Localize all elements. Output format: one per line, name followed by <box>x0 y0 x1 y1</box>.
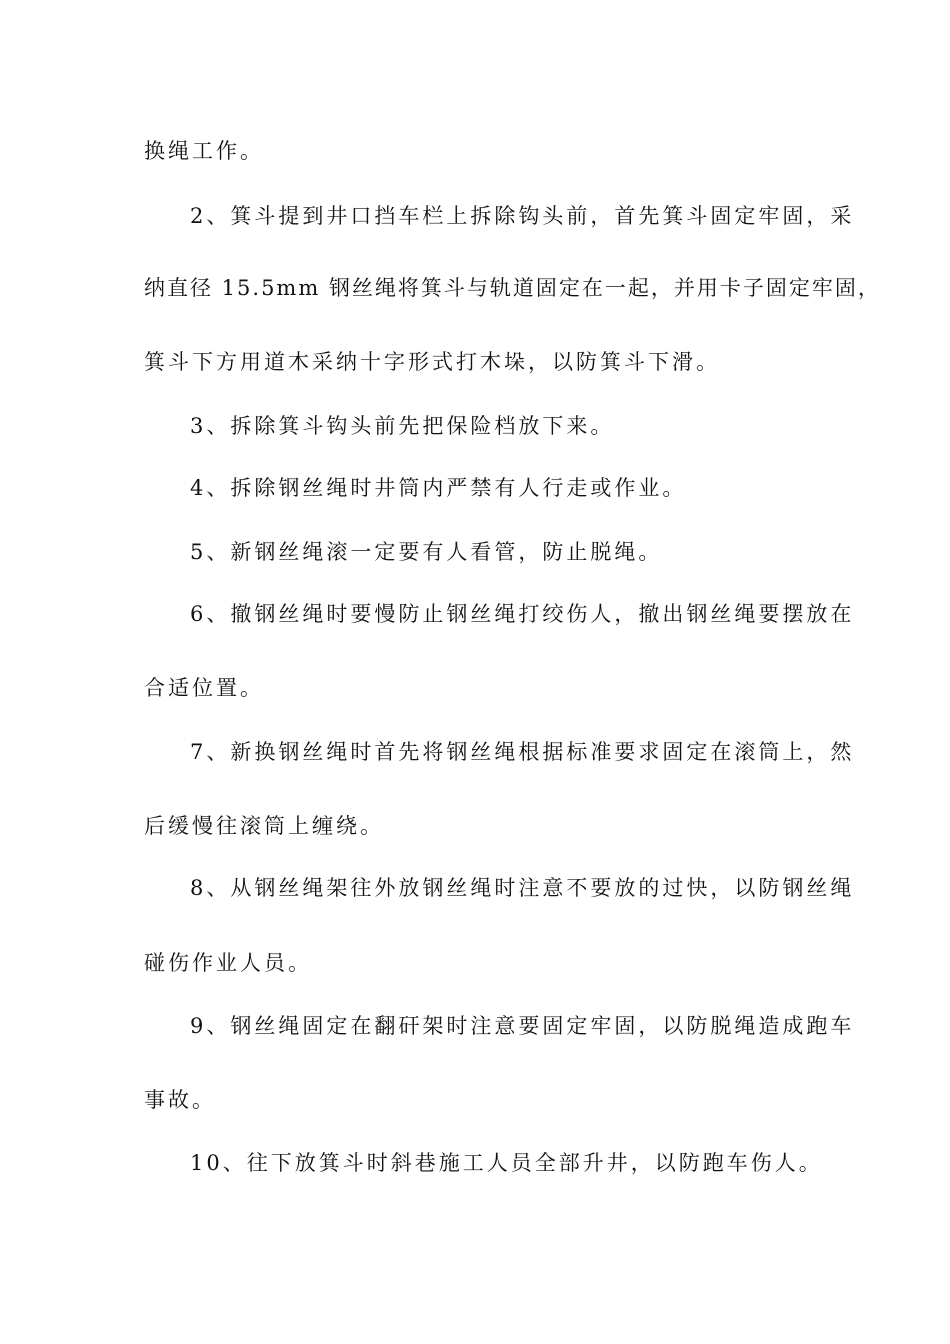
text-line: 9、钢丝绳固定在翻矸架时注意要固定牢固，以防脱绳造成跑车 <box>190 1014 855 1038</box>
text-line: 5、新钢丝绳滚一定要有人看管，防止脱绳。 <box>190 540 663 564</box>
text-line: 后缓慢往滚筒上缠绕。 <box>144 814 384 838</box>
text-line: 事故。 <box>144 1088 216 1112</box>
text-line: 7、新换钢丝绳时首先将钢丝绳根据标准要求固定在滚筒上，然 <box>190 740 855 764</box>
text-line: 碰伤作业人员。 <box>144 951 312 975</box>
text-line: 纳直径 15.5mm 钢丝绳将箕斗与轨道固定在一起，并用卡子固定牢固， <box>144 276 881 300</box>
text-line: 4、拆除钢丝绳时井筒内严禁有人行走或作业。 <box>190 476 687 500</box>
text-line: 3、拆除箕斗钩头前先把保险档放下来。 <box>190 414 615 438</box>
text-line: 2、箕斗提到井口挡车栏上拆除钩头前，首先箕斗固定牢固，采 <box>190 204 855 228</box>
text-line: 换绳工作。 <box>144 139 264 163</box>
text-line: 箕斗下方用道木采纳十字形式打木垛，以防箕斗下滑。 <box>144 350 720 374</box>
text-line: 8、从钢丝绳架往外放钢丝绳时注意不要放的过快，以防钢丝绳 <box>190 876 855 900</box>
text-line: 6、撤钢丝绳时要慢防止钢丝绳打绞伤人，撤出钢丝绳要摆放在 <box>190 602 855 626</box>
text-line: 10、往下放箕斗时斜巷施工人员全部升井，以防跑车伤人。 <box>190 1151 823 1175</box>
text-line: 合适位置。 <box>144 676 264 700</box>
